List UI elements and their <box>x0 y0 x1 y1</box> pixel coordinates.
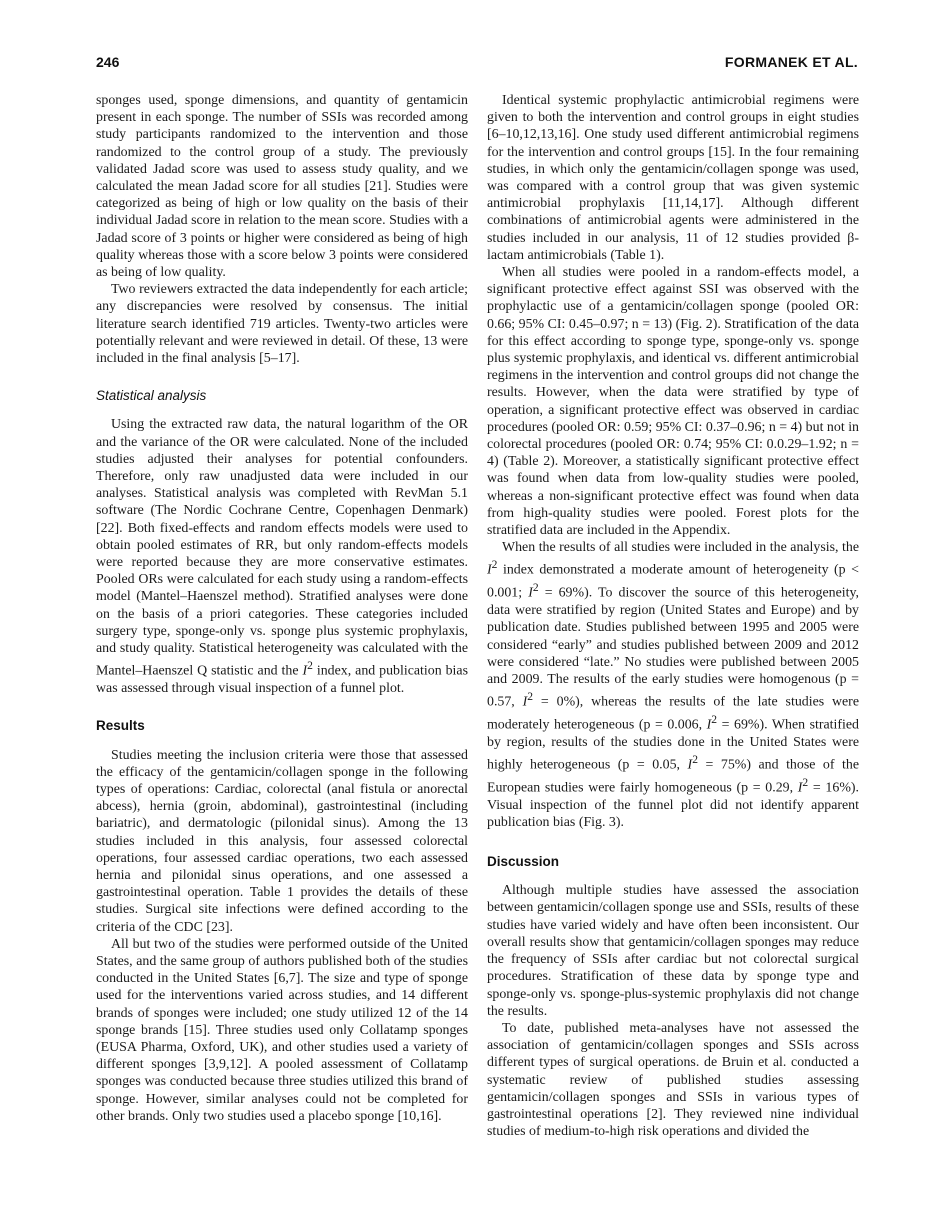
left-column <box>96 92 468 1125</box>
right-column <box>487 92 859 1140</box>
paragraph-inclusion-criteria: Studies meeting the inclusion criteria were those that assessed the efficacy of the gentamicin/collagen sponge in the following types of operations: Cardiac, colorectal (anal fistula or anorectal abcess), hernia (groin, abdominal), gastrointestinal (including bariatric), and dermatologic (pilonidal sinus). Among the 13 studies included in this analysis, four assessed colorectal operations, four assessed cardiac operations, two each assessed hernia and pilonidal sinus operations, and one assessed a gastrointestinal operation. Table 1 provides the details of these studies. Surgical site infections were defined according to the criteria of the CDC [23]. <box>96 747 468 935</box>
paragraph-heterogeneity: When the results of all studies were included in the analysis, the $I^2$ index demonstrated a moderate amount of heterogeneity (p < 0.001; $I^2 = 69\%$). To discover the source of this heterogeneity, data were stratified by region (United States and Europe) and by publication date. Studies published between 1995 and 2005 were considered “early” and studies published between 2009 and 2012 were considered “late.” No studies were published between 2005 and 2009. The results of the early studies were homogenous (p = 0.57, $I^2 = 0\%$), whereas the results of the late studies were moderately heterogeneous (p = 0.006, $I^2 = 69\%$). When stratified by region, results of the studies done in the United States were highly heterogeneous (p = 0.05, $I^2 = 75\%$) and those of the European studies were fairly homogeneous (p = 0.29, $I^2 = 16\%$). Visual inspection of the funnel plot did not identify apparent publication bias (Fig. 3). <box>487 540 859 830</box>
paragraph-discussion-overview: Although multiple studies have assessed the association between gentamicin/collagen sponge use and SSIs, results of these studies have varied widely and have often been inconsistent. Our overall results show that gentamicin/collagen sponges may reduce the frequency of SSIs after cardiac but not colorectal surgical procedures. Stratification of these data by sponge type and sponge-only vs. sponge-plus-systemic prophylaxis did not change the results. <box>487 883 859 1019</box>
paragraph-statistical-analysis: Using the extracted raw data, the natural logarithm of the OR and the variance of the OR were calculated. None of the included studies adjusted their analyses for potential confounders. Therefore, only raw unadjusted data were included in our analyses. Statistical analysis was completed with RevMan 5.1 software (The Nordic Cochrane Centre, Copenhagen Denmark) [22]. Both fixed-effects and random effects models were used to obtain pooled estimates of RR, but only random-effects models were reported because they are more conservative estimates. Pooled ORs were calculated for each study using a random-effects model (Mantel–Haenszel method). Stratified analyses were done on the basis of a priori categories. These categories included surgery type, sponge-only vs. sponge plus systemic prophylaxis, and study quality. Statistical heterogeneity was calculated with the Mantel–Haenszel Q statistic and the $I^2$ index, and publication bias was assessed through visual inspection of a funnel plot. <box>96 417 468 697</box>
heading-discussion: Discussion <box>487 854 560 870</box>
paragraph-pooled-results: When all studies were pooled in a random-effects model, a significant protective effect against SSI was observed with the prophylactic use of a gentamicin/collagen sponge (pooled OR: 0.66; 95% CI: 0.45–0.97; n = 13) (Fig. 2). Stratification of the data for this effect according to sponge type, sponge-only vs. sponge plus systemic prophylaxis, and identical vs. different antimicrobial regimens in the intervention and control groups did not change the results. However, when the data were stratified by type of operation, a significant protective effect was observed in cardiac procedures (pooled OR: 0.59; 95% CI: 0.37–0.96; n = 4) but not in colorectal procedures (pooled OR: 0.74; 95% CI: 0.0.29–1.92; n = 4) (Table 2). Moreover, a statistically significant protective effect was found when data from low-quality studies were pooled, whereas a non-significant protective effect was found when data from high-quality studies were pooled. Forest plots for the stratified data are included in the Appendix. <box>487 265 859 539</box>
page-number: 246 <box>96 54 120 70</box>
paragraph-study-locations: All but two of the studies were performed outside of the United States, and the same group of authors published both of the studies conducted in the United States [6,7]. The size and type of sponge used for the interventions varied across studies, and 14 different brands of sponges were included; one study utilized 12 of the 14 sponge brands [15]. Three studies used only Collatamp sponges (EUSA Pharma, Oxford, UK), and other studies used a variety of different sponges [3,9,12]. A pooled assessment of Collatamp sponges was conducted because three studies utilized this brand of sponge. However, similar analyses could not be completed for other brands. Only two studies used a placebo sponge [10,16]. <box>96 936 468 1124</box>
paragraph-methods-continued: sponges used, sponge dimensions, and quantity of gentamicin present in each sponge. The number of SSIs was recorded among study participants randomized to the intervention and those randomized to the control group of a study. The previously validated Jadad score was used to assess study quality, and we calculated the mean Jadad score for all studies [21]. Studies were categorized as being of high or low quality on the basis of their individual Jadad score in relation to the mean score. Studies with a Jadad score of 3 points or higher were considered as being of high quality whereas those with a score below 3 points were considered as being of low quality. <box>96 93 468 281</box>
heading-results: Results <box>96 718 145 734</box>
running-header <box>96 54 858 74</box>
paragraph-prior-meta-analyses: To date, published meta-analyses have not assessed the association of gentamicin/collagen sponges and SSIs across different types of surgical operations. de Bruin et al. conducted a systematic review of published studies assessing gentamicin/collagen sponges and SSIs in various types of gastrointestinal operations [2]. They reviewed nine individual studies of medium-to-high risk operations and divided the <box>487 1020 859 1140</box>
paragraph-prophylactic-regimens: Identical systemic prophylactic antimicrobial regimens were given to both the intervention and control groups in eight studies [6–10,12,13,16]. One study used different antimicrobial regimens for the intervention and control groups [15]. In the four remaining studies, in which only the gentamicin/collagen sponge was used, was compared with a control group that was given systemic antimicrobial prophylaxis [11,14,17]. Although different combinations of antimicrobial agents were administered in the studies included in our analysis, 11 of 12 studies provided β-lactam antimicrobials (Table 1). <box>487 93 859 263</box>
paragraph-data-extraction: Two reviewers extracted the data independently for each article; any discrepancies were resolved by consensus. The initial literature search identified 719 articles. Twenty-two articles were potentially relevant and were reviewed in detail. Of these, 13 were included in the final analysis [5–17]. <box>96 282 468 367</box>
running-head-authors: FORMANEK ET AL. <box>724 54 858 70</box>
heading-statistical-analysis: Statistical analysis <box>96 388 207 404</box>
